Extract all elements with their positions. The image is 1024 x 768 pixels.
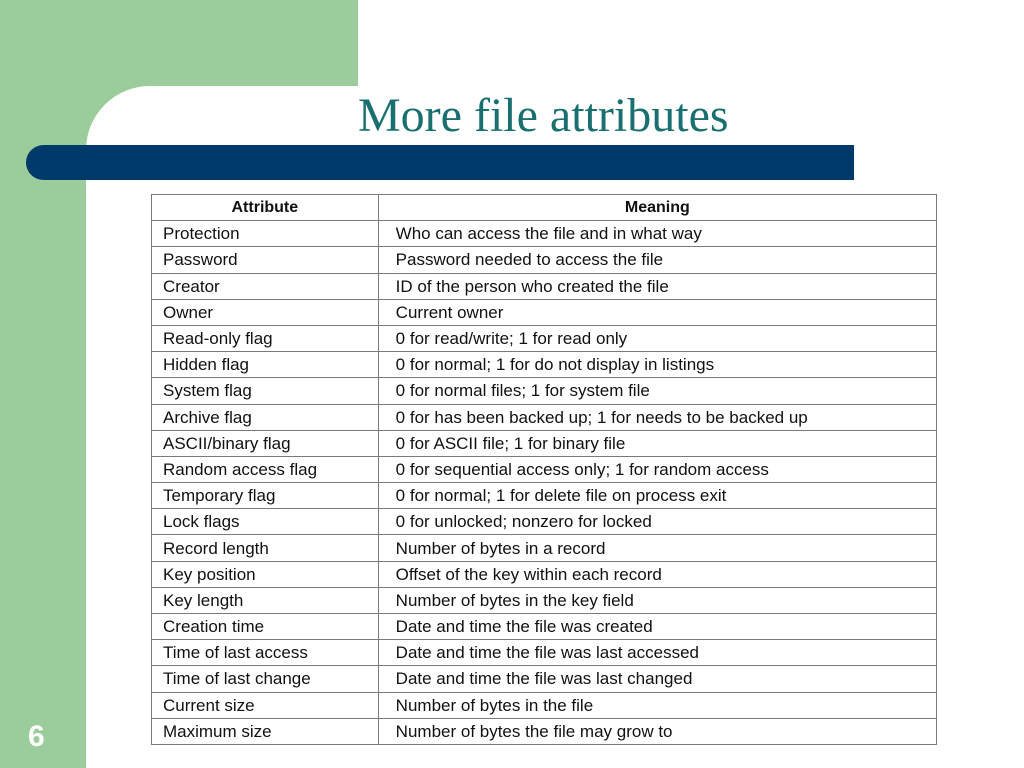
meaning-cell: Date and time the file was created <box>378 614 936 640</box>
attribute-cell: Temporary flag <box>152 483 379 509</box>
attribute-cell: Current size <box>152 692 379 718</box>
meaning-cell: 0 for normal; 1 for do not display in listings <box>378 352 936 378</box>
attribute-cell: Password <box>152 247 379 273</box>
attribute-cell: Maximum size <box>152 718 379 744</box>
attribute-cell: System flag <box>152 378 379 404</box>
meaning-cell: 0 for unlocked; nonzero for locked <box>378 509 936 535</box>
attribute-cell: Lock flags <box>152 509 379 535</box>
title-underline-bar <box>26 145 854 180</box>
attribute-cell: Read-only flag <box>152 325 379 351</box>
table-row <box>152 456 937 482</box>
meaning-cell: 0 for sequential access only; 1 for random access <box>378 456 936 482</box>
table-row <box>152 587 937 613</box>
slide-title: More file attributes <box>358 89 729 142</box>
meaning-cell: 0 for normal; 1 for delete file on process exit <box>378 483 936 509</box>
table-row <box>152 378 937 404</box>
table-row <box>152 352 937 378</box>
meaning-cell: Number of bytes in a record <box>378 535 936 561</box>
meaning-cell: 0 for normal files; 1 for system file <box>378 378 936 404</box>
attributes-table <box>151 194 937 745</box>
meaning-cell: 0 for read/write; 1 for read only <box>378 325 936 351</box>
column-header-meaning: Meaning <box>378 195 936 221</box>
attribute-cell: Time of last access <box>152 640 379 666</box>
attribute-cell: ASCII/binary flag <box>152 430 379 456</box>
table-row <box>152 325 937 351</box>
table-row <box>152 614 937 640</box>
table-row <box>152 535 937 561</box>
meaning-cell: 0 for ASCII file; 1 for binary file <box>378 430 936 456</box>
table-row <box>152 666 937 692</box>
slide-number: 6 <box>28 720 45 753</box>
attribute-cell: Record length <box>152 535 379 561</box>
meaning-cell: 0 for has been backed up; 1 for needs to be backed up <box>378 404 936 430</box>
meaning-cell: Number of bytes in the key field <box>378 587 936 613</box>
table-header-row <box>152 195 937 221</box>
table-row <box>152 247 937 273</box>
meaning-cell: ID of the person who created the file <box>378 273 936 299</box>
attribute-cell: Hidden flag <box>152 352 379 378</box>
table-row <box>152 561 937 587</box>
green-frame-left <box>0 0 86 768</box>
table-row <box>152 483 937 509</box>
attribute-cell: Key length <box>152 587 379 613</box>
attribute-cell: Owner <box>152 299 379 325</box>
table-row <box>152 299 937 325</box>
meaning-cell: Date and time the file was last accessed <box>378 640 936 666</box>
meaning-cell: Offset of the key within each record <box>378 561 936 587</box>
table-row <box>152 430 937 456</box>
table-body <box>152 221 937 745</box>
attribute-cell: Protection <box>152 221 379 247</box>
meaning-cell: Current owner <box>378 299 936 325</box>
meaning-cell: Number of bytes in the file <box>378 692 936 718</box>
meaning-cell: Number of bytes the file may grow to <box>378 718 936 744</box>
attribute-cell: Creation time <box>152 614 379 640</box>
table-row <box>152 509 937 535</box>
table-row <box>152 692 937 718</box>
table-row <box>152 404 937 430</box>
attribute-cell: Time of last change <box>152 666 379 692</box>
table-row <box>152 221 937 247</box>
meaning-cell: Date and time the file was last changed <box>378 666 936 692</box>
attribute-cell: Key position <box>152 561 379 587</box>
attribute-cell: Random access flag <box>152 456 379 482</box>
table-row <box>152 273 937 299</box>
table-row <box>152 640 937 666</box>
attribute-cell: Archive flag <box>152 404 379 430</box>
meaning-cell: Password needed to access the file <box>378 247 936 273</box>
meaning-cell: Who can access the file and in what way <box>378 221 936 247</box>
table-row <box>152 718 937 744</box>
column-header-attribute: Attribute <box>152 195 379 221</box>
attribute-cell: Creator <box>152 273 379 299</box>
